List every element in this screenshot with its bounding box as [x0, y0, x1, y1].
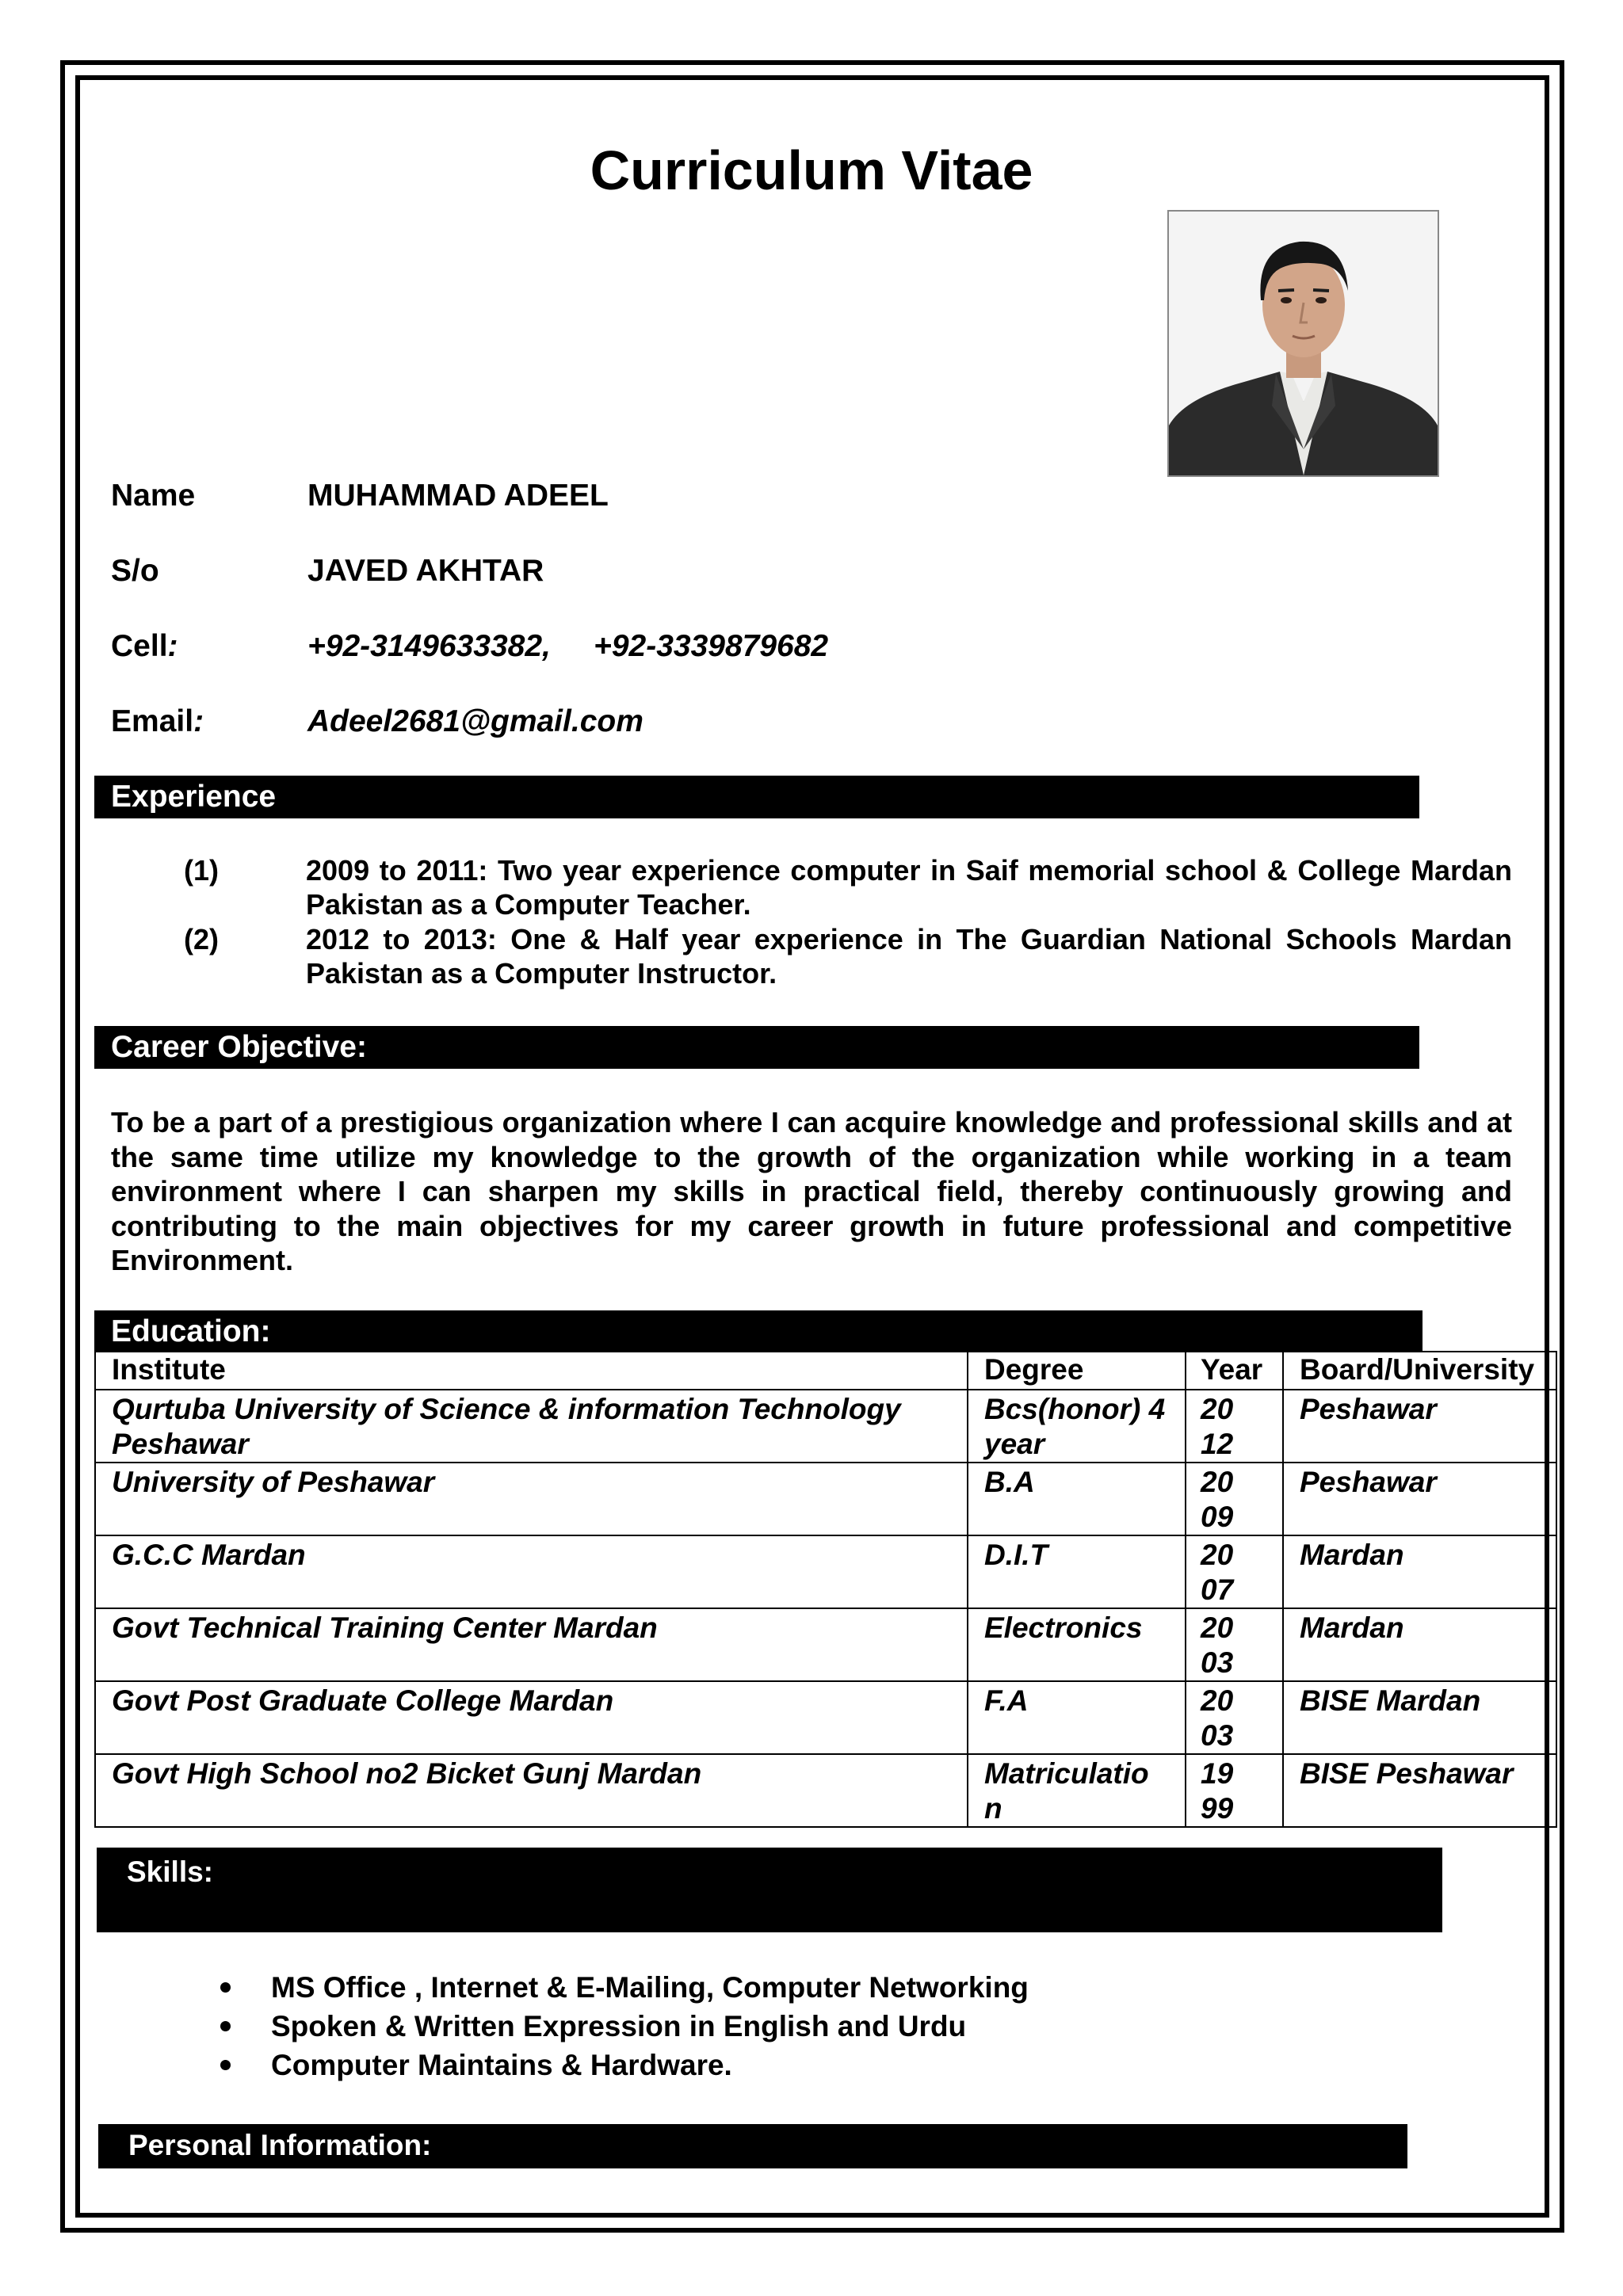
year-value: 2012 — [1201, 1393, 1234, 1460]
degree-value: Matriculation — [984, 1757, 1149, 1825]
bullet-icon — [220, 2060, 231, 2070]
year-cell — [1186, 1608, 1283, 1681]
year-cell — [1186, 1754, 1283, 1827]
board-cell: Peshawar — [1283, 1463, 1556, 1535]
year-value: 2003 — [1201, 1684, 1234, 1752]
document-title: Curriculum Vitae — [590, 139, 1033, 201]
skills-list — [214, 1968, 1029, 2084]
degree-cell: B.A — [968, 1463, 1186, 1535]
column-header-institute: Institute — [95, 1352, 968, 1390]
email-label: Email: — [111, 704, 204, 738]
year-cell — [1186, 1681, 1283, 1754]
table-row — [95, 1390, 1556, 1463]
experience-heading: Experience — [94, 776, 1419, 818]
experience-item-number: (1) — [184, 854, 219, 887]
education-heading: Education: — [94, 1310, 1423, 1352]
institute-cell: Qurtuba University of Science & information Technology Peshawar — [95, 1390, 968, 1463]
year-cell — [1186, 1463, 1283, 1535]
experience-item-text: 2012 to 2013: One & Half year experience in The Guardian National Schools Mardan Pakistan as a Computer Instructor. — [306, 923, 1512, 990]
degree-cell: D.I.T — [968, 1535, 1186, 1608]
degree-cell: Bcs(honor) 4 year — [968, 1390, 1186, 1463]
institute-cell: Govt High School no2 Bicket Gunj Mardan — [95, 1754, 968, 1827]
cell-label: Cell: — [111, 629, 178, 663]
column-header-degree: Degree — [968, 1352, 1186, 1390]
education-table — [94, 1351, 1557, 1828]
career-objective-heading: Career Objective: — [94, 1026, 1419, 1069]
personal-information-heading: Personal Information: — [98, 2124, 1407, 2168]
father-name-label: S/o — [111, 554, 159, 588]
table-header-row — [95, 1352, 1556, 1390]
table-row — [95, 1608, 1556, 1681]
bullet-icon — [220, 1982, 231, 1993]
board-cell: BISE Peshawar — [1283, 1754, 1556, 1827]
list-item: MS Office , Internet & E-Mailing, Computer Networking — [214, 1968, 1029, 2007]
column-header-board: Board/University — [1283, 1352, 1556, 1390]
bullet-icon — [220, 2021, 231, 2031]
father-name-value: JAVED AKHTAR — [307, 554, 544, 588]
table-row — [95, 1463, 1556, 1535]
year-cell — [1186, 1535, 1283, 1608]
board-cell: Mardan — [1283, 1535, 1556, 1608]
cell-value: +92-3149633382, +92-3339879682 — [307, 629, 829, 663]
skills-heading: Skills: — [97, 1848, 1442, 1932]
table-row — [95, 1535, 1556, 1608]
experience-item-number: (2) — [184, 923, 219, 955]
institute-cell: University of Peshawar — [95, 1463, 968, 1535]
email-value: Adeel2681@gmail.com — [307, 704, 643, 738]
profile-photo — [1167, 210, 1439, 477]
degree-cell: Electronics — [968, 1608, 1186, 1681]
board-cell: Peshawar — [1283, 1390, 1556, 1463]
board-cell: Mardan — [1283, 1608, 1556, 1681]
year-value: 2003 — [1201, 1611, 1234, 1679]
institute-cell: Govt Technical Training Center Mardan — [95, 1608, 968, 1681]
year-cell — [1186, 1390, 1283, 1463]
board-cell: BISE Mardan — [1283, 1681, 1556, 1754]
list-item: Computer Maintains & Hardware. — [214, 2046, 1029, 2084]
year-value: 2007 — [1201, 1539, 1234, 1606]
name-label: Name — [111, 479, 196, 513]
institute-cell: Govt Post Graduate College Mardan — [95, 1681, 968, 1754]
degree-cell: F.A — [968, 1681, 1186, 1754]
column-header-year: Year — [1186, 1352, 1283, 1390]
year-value: 2009 — [1201, 1466, 1234, 1533]
degree-cell — [968, 1754, 1186, 1827]
experience-item-text: 2009 to 2011: Two year experience computer in Saif memorial school & College Mardan Pakistan as a Computer Teacher. — [306, 854, 1512, 921]
profile-photo-figure — [1169, 212, 1438, 475]
list-item: Spoken & Written Expression in English and Urdu — [214, 2007, 1029, 2046]
career-objective-text: To be a part of a prestigious organization where I can acquire knowledge and professional skills and at the same time utilize my knowledge to the growth of the organization while working in a team environment where I can sharpen my skills in practical field, thereby continuously growing and contributing to the main objectives for my career growth in future professional and competitive Environment. — [111, 1106, 1512, 1276]
year-value: 1999 — [1201, 1757, 1234, 1825]
name-value: MUHAMMAD ADEEL — [307, 479, 609, 513]
table-row — [95, 1681, 1556, 1754]
institute-cell: G.C.C Mardan — [95, 1535, 968, 1608]
table-row — [95, 1754, 1556, 1827]
